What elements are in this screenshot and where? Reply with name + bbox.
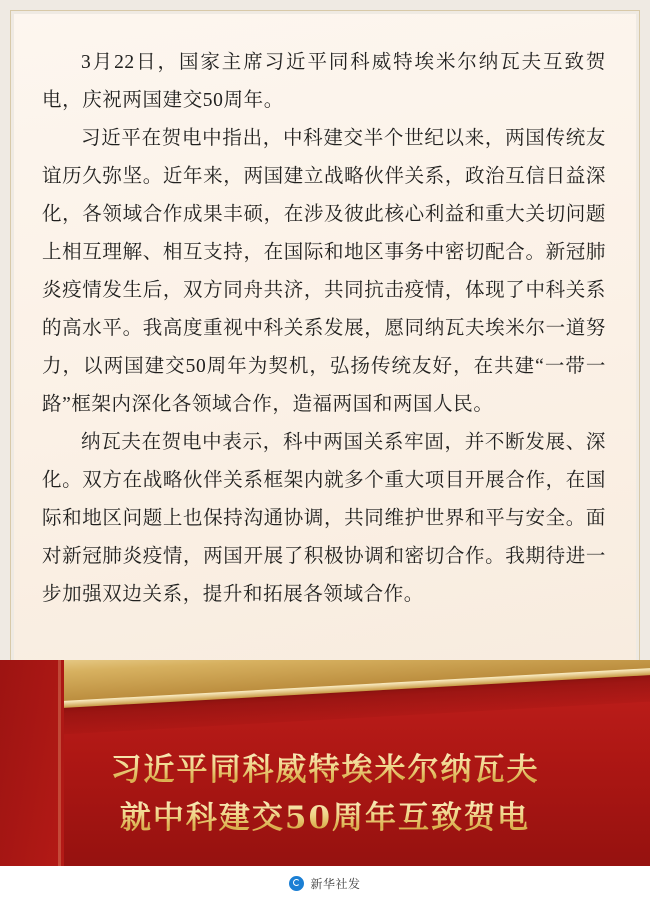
xinhua-logo-icon <box>289 876 304 891</box>
headline-line-1: 习近平同科威特埃米尔纳瓦夫 <box>0 746 650 794</box>
credit-bar <box>0 866 650 900</box>
headline-group <box>0 746 650 842</box>
headline-banner <box>0 660 650 900</box>
credit-text: 新华社发 <box>310 876 361 891</box>
article-paper <box>14 14 636 664</box>
paragraph-1: 3月22日，国家主席习近平同科威特埃米尔纳瓦夫互致贺电，庆祝两国建交50周年。 <box>42 52 606 111</box>
paragraph-2: 习近平在贺电中指出，中科建交半个世纪以来，两国传统友谊历久弥坚。近年来，两国建立战略伙伴关系，政治互信日益深化，各领域合作成果丰硕，在涉及彼此核心利益和重大关切问题上相互理解、相互支持，在国际和地区事务中密切配合。新冠肺炎疫情发生后，双方同舟共济，共同抗击疫情，体现了中科关系的高水平。我高度重视中科关系发展，愿同纳瓦夫埃米尔一道努力，以两国建交50周年为契机，弘扬传统友好，在共建“一带一路”框架内深化各领域合作，造福两国和两国人民。 <box>42 128 606 415</box>
headline-line-2: 就中科建交50周年互致贺电 <box>0 794 650 842</box>
article-body <box>42 44 606 654</box>
paragraph-3: 纳瓦夫在贺电中表示，科中两国关系牢固，并不断发展、深化。双方在战略伙伴关系框架内就多个重大项目开展合作，在国际和地区问题上也保持沟通协调，共同维护世界和平与安全。面对新冠肺炎疫情，两国开展了积极协调和密切合作。我期待进一步加强双边关系，提升和拓展各领域合作。 <box>42 432 606 605</box>
article-text <box>42 44 606 614</box>
